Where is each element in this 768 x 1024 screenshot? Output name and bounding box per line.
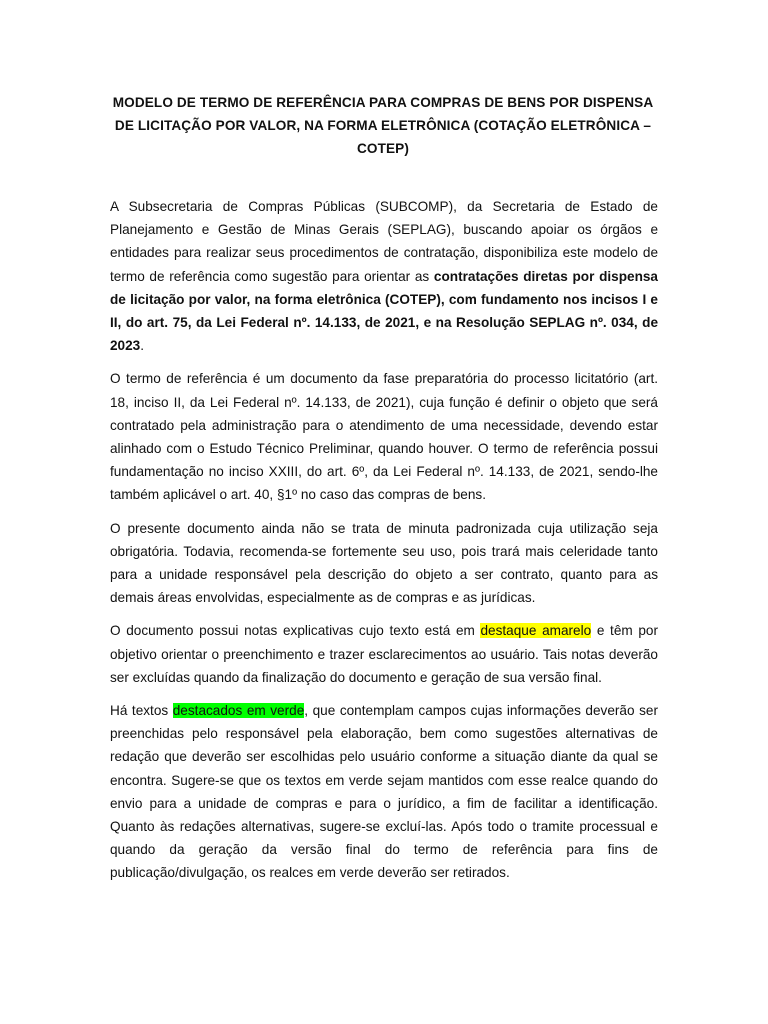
paragraph-notas-text-end: e têm por objetivo orientar o preenchimento e trazer esclarecimentos ao usuário. Tais notas deverão ser excluídas quando da finalização do documento e geração de sua versão final. <box>110 623 659 685</box>
paragraph-textos-verde <box>110 699 658 885</box>
document-title: MODELO DE TERMO DE REFERÊNCIA PARA COMPRAS DE BENS POR DISPENSA DE LICITAÇÃO POR VALOR, NA FORMA ELETRÔNICA (COTAÇÃO ELETRÔNICA – COTEP) <box>112 95 654 156</box>
paragraph-verde-text-end: , que contemplam campos cujas informações deverão ser preenchidas pelo responsável pela elaboração, bem como sugestões alternativas de redação que deverão ser escolhidas pelo usuário conforme a situação diante da qual se encontra. Sugere-se que os textos em verde sejam mantidos com esse realce quando do envio para a unidade de compras e para o jurídico, a fim de facilitar a identificação. Quanto às redações alternativas, sugere-se excluí-las. Após todo o tramite processual e quando da geração da versão final do termo de referência para fins de publicação/divulgação, os realces em verde deverão ser retirados. <box>110 703 658 881</box>
paragraph-notas-explicativas <box>110 619 658 689</box>
paragraph-intro <box>110 195 658 357</box>
paragraph-notas-text-start: O documento possui notas explicativas cujo texto está em <box>110 623 481 639</box>
paragraph-verde-text-start: Há textos <box>110 703 173 719</box>
green-highlight: destacados em verde <box>172 703 305 719</box>
yellow-highlight: destaque amarelo <box>480 623 592 639</box>
document-body <box>110 195 658 895</box>
paragraph-intro-end: . <box>140 338 145 354</box>
paragraph-presente-documento: O presente documento ainda não se trata de minuta padronizada cuja utilização seja obrigatória. Todavia, recomenda-se fortemente seu uso, pois trará mais celeridade tanto para a unidade responsável pela descrição do objeto a ser contrato, quanto para as demais áreas envolvidas, especialmente as de compras e as jurídicas. <box>110 520 658 606</box>
paragraph-intro-bold: contratações diretas por dispensa de licitação por valor, na forma eletrônica (COTEP), com fundamento nos incisos I e II, do art. 75, da Lei Federal nº. 14.133, de 2021, e na Resolução SEPLAG nº. 034, de 2023 <box>110 268 658 354</box>
paragraph-intro-text: A Subsecretaria de Compras Públicas (SUBCOMP), da Secretaria de Estado de Planejamento e Gestão de Minas Gerais (SEPLAG), buscando apoiar os órgãos e entidades para realizar seus procedimentos de contratação, disponibiliza este modelo de termo de referência como sugestão para orientar as <box>110 199 658 284</box>
paragraph-termo-referencia: O termo de referência é um documento da fase preparatória do processo licitatório (art. 18, inciso II, da Lei Federal nº. 14.133, de 2021), cuja função é definir o objeto que será contratado pela administração para o atendimento de uma necessidade, devendo estar alinhado com o Estudo Técnico Preliminar, quando houver. O termo de referência possui fundamentação no inciso XXIII, do art. 6º, da Lei Federal nº. 14.133, de 2021, sendo-lhe também aplicável o art. 40, §1º no caso das compras de bens. <box>110 371 658 503</box>
